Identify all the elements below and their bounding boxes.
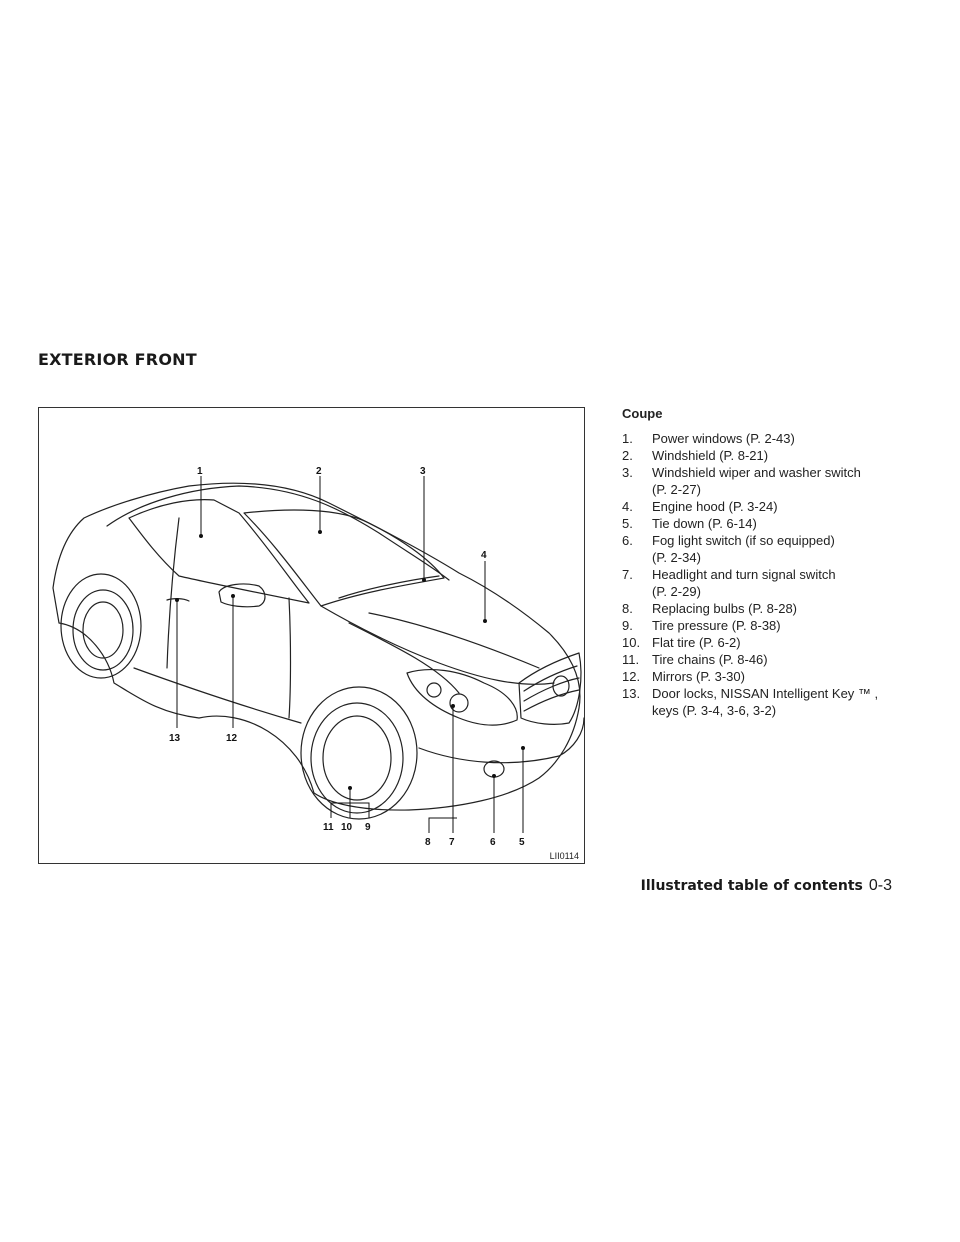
list-item-text: (P. 2-34) [652, 550, 701, 565]
list-item [622, 668, 922, 685]
car-illustration-figure [38, 407, 585, 864]
list-item-number: 11. [622, 652, 640, 667]
list-item [622, 566, 922, 600]
callout-12: 12 [226, 733, 238, 744]
callout-6: 6 [490, 837, 496, 848]
section-title: EXTERIOR FRONT [38, 350, 197, 369]
list-item-number: 2. [622, 448, 633, 463]
list-item-text: Windshield wiper and washer switch [652, 465, 861, 480]
list-item-text: Mirrors (P. 3-30) [652, 669, 745, 684]
side-windows [129, 500, 309, 603]
list-item [622, 617, 922, 634]
list-item-number: 4. [622, 499, 633, 514]
legend [622, 405, 922, 719]
headlight [407, 670, 517, 726]
list-item-text: Tie down (P. 6-14) [652, 516, 757, 531]
list-item [622, 464, 922, 498]
footer-title: Illustrated table of contents [640, 878, 863, 894]
list-item [622, 532, 922, 566]
list-item [622, 600, 922, 617]
side-mirror [219, 584, 265, 607]
car-exterior-front-illustration [39, 408, 586, 865]
hood-crease-2 [349, 623, 459, 693]
list-item-number: 8. [622, 601, 633, 616]
list-item-number: 7. [622, 567, 633, 582]
callout-3: 3 [420, 466, 426, 477]
callout-5: 5 [519, 837, 525, 848]
figure-id: LII0114 [549, 851, 579, 861]
list-item [622, 430, 922, 447]
list-item-text: Tire pressure (P. 8-38) [652, 618, 781, 633]
callout-1: 1 [197, 466, 203, 477]
callout-11: 11 [323, 822, 334, 833]
list-item-text: Windshield (P. 8-21) [652, 448, 769, 463]
nissan-emblem [553, 676, 569, 696]
headlight-lamp-1 [427, 683, 441, 697]
front-wheel-hub [323, 716, 391, 800]
grille-slat [524, 690, 579, 711]
list-item [622, 634, 922, 651]
callout-10: 10 [341, 822, 353, 833]
callout-8: 8 [425, 837, 431, 848]
page-number: 0-3 [868, 877, 892, 894]
front-wheel-arch [301, 687, 417, 819]
legend-title: Coupe [622, 406, 663, 421]
door-line-rear [289, 598, 291, 718]
rocker-panel [134, 668, 301, 723]
list-item-text: keys (P. 3-4, 3-6, 3-2) [652, 703, 777, 718]
list-item-text: Headlight and turn signal switch [652, 567, 836, 582]
list-item-text: Fog light switch (if so equipped) [652, 533, 835, 548]
car-body-outline [53, 483, 580, 810]
list-item [622, 685, 922, 719]
legend-list [622, 430, 922, 719]
callout-2: 2 [316, 466, 322, 477]
callout-9: 9 [365, 822, 371, 833]
list-item-text: Engine hood (P. 3-24) [652, 499, 778, 514]
list-item-text: Door locks, NISSAN Intelligent Key ™ , [652, 686, 879, 701]
list-item-text: (P. 2-27) [652, 482, 701, 497]
list-item [622, 651, 922, 668]
front-wheel [311, 703, 403, 813]
list-item-text: Power windows (P. 2-43) [652, 431, 795, 446]
list-item-number: 10. [622, 635, 641, 650]
callout-13: 13 [169, 733, 181, 744]
list-item-number: 13. [622, 686, 641, 701]
list-item-text: Replacing bulbs (P. 8-28) [652, 601, 798, 616]
list-item-number: 1. [622, 431, 633, 446]
windshield [244, 510, 444, 606]
list-item-text: (P. 2-29) [652, 584, 701, 599]
list-item-number: 5. [622, 516, 633, 531]
hood-crease [369, 613, 539, 668]
list-item-number: 6. [622, 533, 633, 548]
list-item-text: Tire chains (P. 8-46) [652, 652, 768, 667]
list-item-number: 12. [622, 669, 641, 684]
list-item-number: 3. [622, 465, 633, 480]
callout-4: 4 [481, 550, 487, 561]
page-footer [641, 877, 892, 895]
list-item-number: 9. [622, 618, 633, 633]
list-item [622, 515, 922, 532]
callout-7: 7 [449, 837, 455, 848]
car-roof-line [107, 486, 449, 580]
rear-wheel-hub [83, 602, 123, 658]
list-item [622, 498, 922, 515]
list-item-text: Flat tire (P. 6-2) [652, 635, 741, 650]
list-item [622, 447, 922, 464]
